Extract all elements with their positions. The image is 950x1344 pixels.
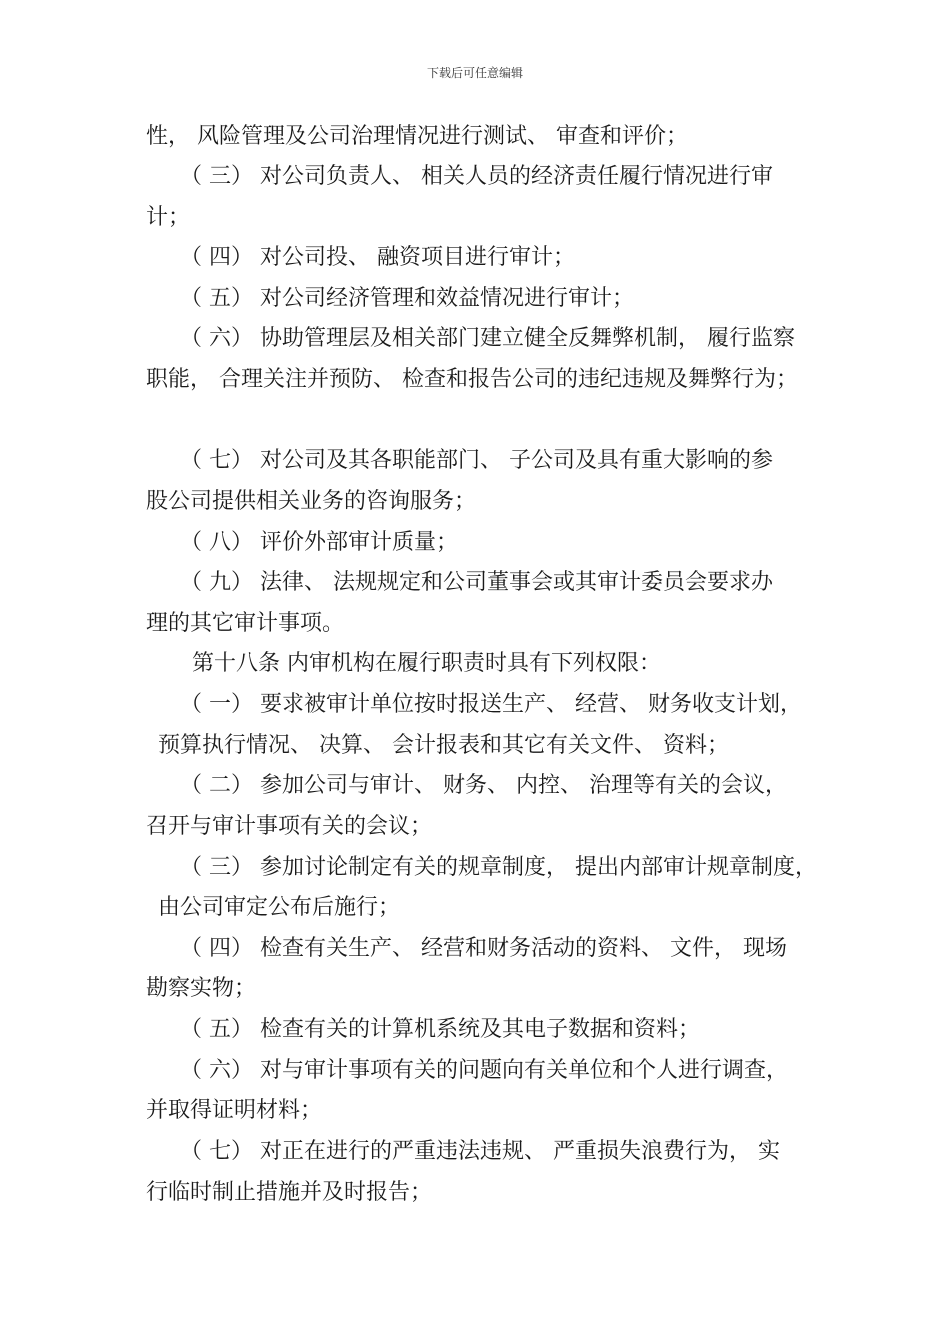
page-header: 下载后可任意编辑: [426, 66, 523, 80]
text-line: （ 一） 要求被审计单位按时报送生产、 经营、 财务收支计划，: [180, 692, 802, 717]
text-line: 计；: [146, 205, 191, 230]
article-heading: 第十八条 内审机构在履行职责时具有下列权限：: [192, 651, 661, 676]
text-line: （ 四） 对公司投、 融资项目进行审计；: [180, 245, 575, 270]
text-line: （ 二） 参加公司与审计、 财务、 内控、 治理等有关的会议，: [180, 773, 787, 798]
text-line: （ 七） 对公司及其各职能部门、 子公司及具有重大影响的参: [180, 448, 773, 473]
text-line: （ 五） 检查有关的计算机系统及其电子数据和资料；: [180, 1017, 700, 1042]
text-line: 行临时制止措施并及时报告；: [146, 1180, 433, 1205]
text-line: （ 四） 检查有关生产、 经营和财务活动的资料、 文件， 现场: [180, 936, 787, 961]
text-line: （ 九） 法律、 法规规定和公司董事会或其审计委员会要求办: [180, 570, 773, 595]
text-line: （ 六） 协助管理层及相关部门建立健全反舞弊机制， 履行监察: [180, 326, 795, 351]
text-line: 由公司审定公布后施行；: [158, 895, 401, 920]
text-line: （ 七） 对正在进行的严重违法违规、 严重损失浪费行为， 实: [180, 1139, 780, 1164]
text-line: （ 三） 参加讨论制定有关的规章制度， 提出内部审计规章制度，: [180, 855, 817, 880]
text-line: 性， 风险管理及公司治理情况进行测试、 审查和评价；: [146, 124, 688, 149]
text-line: 理的其它审计事项。: [146, 611, 345, 636]
text-line: 勘察实物；: [146, 976, 257, 1001]
text-line: 预算执行情况、 决算、 会计报表和其它有关文件、 资料；: [158, 733, 729, 758]
text-line: （ 五） 对公司经济管理和效益情况进行审计；: [180, 286, 634, 311]
text-line: 股公司提供相关业务的咨询服务；: [146, 489, 477, 514]
text-line: 并取得证明材料；: [146, 1098, 323, 1123]
text-line: 职能， 合理关注并预防、 检查和报告公司的违纪违规及舞弊行为；: [146, 367, 798, 392]
text-line: （ 八） 评价外部审计质量；: [180, 530, 458, 555]
text-line: （ 三） 对公司负责人、 相关人员的经济责任履行情况进行审: [180, 164, 773, 189]
text-line: （ 六） 对与审计事项有关的问题向有关单位和个人进行调查，: [180, 1058, 788, 1083]
text-line: 召开与审计事项有关的会议；: [146, 814, 433, 839]
